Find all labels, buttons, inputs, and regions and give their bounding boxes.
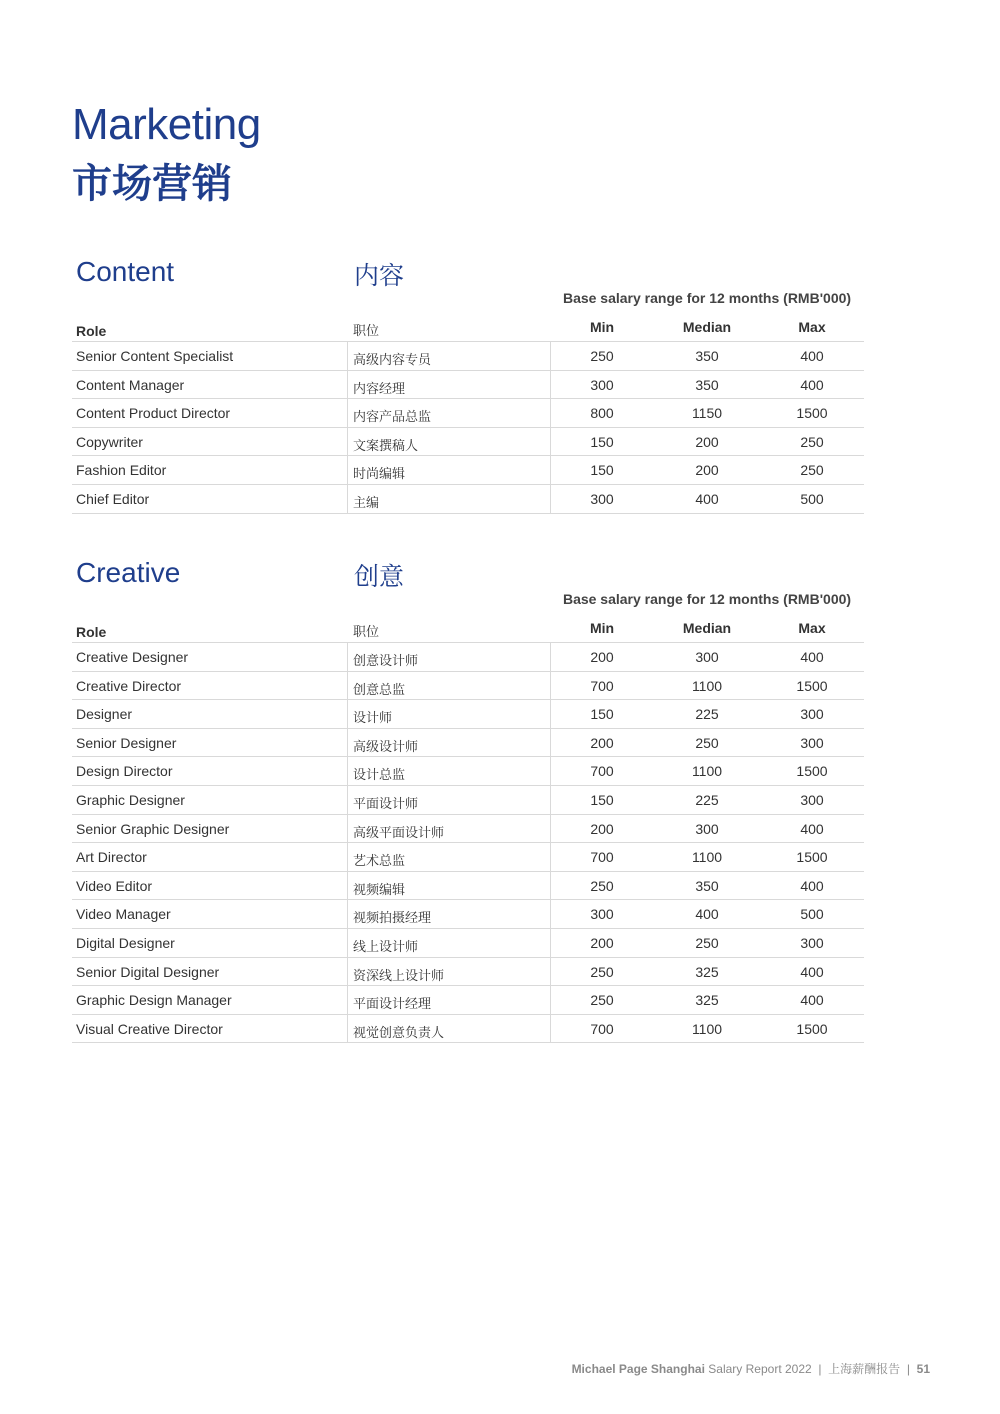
- salary-max: 400: [800, 376, 824, 393]
- salary-max: 400: [800, 649, 824, 665]
- salary-median: 225: [695, 791, 719, 808]
- salary-min: 250: [590, 992, 614, 1009]
- salary-min: 150: [590, 791, 614, 808]
- role-name: Senior Digital Designer: [76, 963, 220, 980]
- salary-min: 300: [590, 490, 614, 507]
- salary-max: 400: [800, 877, 824, 894]
- salary-min: 700: [590, 849, 614, 866]
- salary-median: 1100: [691, 849, 723, 866]
- table-row: [72, 986, 864, 1015]
- table-row: [72, 900, 864, 929]
- table-row: [72, 485, 864, 514]
- salary-min: 700: [590, 1020, 614, 1037]
- role-name-zh: 高级内容专员: [353, 353, 432, 368]
- salary-max: 300: [800, 734, 824, 751]
- salary-min: 150: [590, 462, 614, 479]
- table-row: [72, 1015, 864, 1044]
- header-min: Min: [589, 620, 615, 636]
- role-name-zh: 创意设计师: [353, 654, 419, 669]
- table-row: [72, 729, 864, 758]
- role-name: Video Editor: [76, 877, 153, 894]
- salary-range-label: Base salary range for 12 months (RMB'000): [562, 290, 852, 306]
- role-name-zh: 内容产品总监: [353, 410, 432, 426]
- role-name: Senior Designer: [76, 734, 177, 751]
- salary-max: 400: [800, 348, 824, 364]
- role-name-zh: 内容经理: [353, 381, 406, 397]
- role-name-zh: 设计总监: [353, 768, 406, 784]
- table-row: [72, 700, 864, 729]
- header-role: Role: [76, 323, 107, 339]
- role-name: Content Product Director: [76, 405, 231, 422]
- footer-separator: |: [906, 1362, 910, 1376]
- role-name-zh: 主编: [353, 495, 380, 511]
- header-role: Role: [76, 624, 107, 640]
- page-footer: [572, 1360, 930, 1377]
- role-name: Senior Content Specialist: [76, 348, 234, 364]
- section-heading: Creative: [76, 557, 181, 588]
- header-median: Median: [682, 319, 732, 335]
- role-name: Content Manager: [76, 376, 185, 393]
- role-name: Graphic Design Manager: [76, 992, 232, 1009]
- table-row: [72, 815, 864, 844]
- salary-min: 250: [590, 348, 614, 364]
- salary-max: 300: [800, 934, 824, 951]
- salary-min: 200: [590, 734, 614, 751]
- salary-min: 300: [590, 376, 614, 393]
- role-name-zh: 平面设计师: [353, 796, 419, 812]
- salary-median: 350: [695, 877, 719, 894]
- table-row: [72, 428, 864, 457]
- section-heading: Content: [76, 256, 175, 287]
- salary-median: 350: [695, 348, 719, 364]
- salary-max: 500: [800, 906, 824, 923]
- salary-max: 300: [800, 706, 824, 723]
- footer-separator: |: [818, 1362, 822, 1376]
- role-name: Art Director: [76, 849, 147, 866]
- salary-median: 1100: [691, 1020, 723, 1037]
- footer-report-zh: 上海薪酬报告: [828, 1362, 901, 1376]
- header-role-zh: 职位: [353, 324, 380, 339]
- salary-table-body: [72, 342, 864, 514]
- salary-range-label: Base salary range for 12 months (RMB'000): [562, 591, 852, 607]
- header-min: Min: [589, 319, 615, 335]
- role-name: Graphic Designer: [76, 791, 185, 808]
- salary-median: 400: [695, 490, 719, 507]
- role-name-zh: 创意总监: [353, 682, 406, 698]
- salary-median: 1100: [691, 763, 723, 780]
- salary-min: 700: [590, 677, 614, 694]
- salary-max: 1500: [796, 763, 828, 780]
- role-name-zh: 视频拍摄经理: [353, 911, 432, 927]
- salary-median: 325: [695, 963, 719, 980]
- header-role-zh: 职位: [353, 625, 380, 640]
- salary-max: 250: [800, 462, 824, 479]
- salary-max: 250: [800, 433, 824, 450]
- salary-min: 150: [590, 433, 614, 450]
- role-name-zh: 设计师: [353, 711, 393, 727]
- salary-max: 1500: [796, 677, 828, 694]
- salary-median: 300: [695, 649, 719, 665]
- salary-max: 300: [800, 791, 824, 808]
- role-name: Copywriter: [76, 433, 143, 450]
- salary-min: 800: [590, 405, 614, 422]
- page-title-zh: 市场营销: [72, 161, 232, 207]
- table-row: [72, 757, 864, 786]
- salary-max: 1500: [796, 849, 828, 866]
- header-median: Median: [682, 620, 732, 636]
- salary-median: 200: [695, 433, 719, 450]
- salary-min: 300: [590, 906, 614, 923]
- salary-max: 400: [800, 820, 824, 837]
- salary-table-body: [72, 643, 864, 1043]
- section-heading-zh: 创意: [354, 562, 405, 591]
- salary-min: 250: [590, 877, 614, 894]
- role-name-zh: 文案撰稿人: [353, 438, 419, 454]
- role-name-zh: 高级设计师: [353, 739, 419, 755]
- table-row: [72, 929, 864, 958]
- table-row: [72, 672, 864, 701]
- salary-min: 250: [590, 963, 614, 980]
- salary-median: 200: [695, 462, 719, 479]
- salary-min: 700: [590, 763, 614, 780]
- page-number: 51: [916, 1362, 930, 1376]
- table-row: [72, 872, 864, 901]
- salary-median: 325: [695, 992, 719, 1009]
- salary-max: 400: [800, 992, 824, 1009]
- table-row: [72, 786, 864, 815]
- role-name: Fashion Editor: [76, 462, 167, 479]
- role-name-zh: 视频编辑: [353, 882, 406, 898]
- table-row: [72, 456, 864, 485]
- role-name: Creative Director: [76, 677, 182, 694]
- section-heading-zh: 内容: [354, 261, 405, 290]
- salary-median: 350: [695, 376, 719, 393]
- salary-max: 1500: [796, 405, 828, 422]
- salary-median: 1150: [691, 405, 723, 422]
- table-row: [72, 958, 864, 987]
- role-name: Creative Designer: [76, 649, 189, 665]
- table-row: [72, 371, 864, 400]
- role-name-zh: 线上设计师: [353, 939, 419, 955]
- role-name: Video Manager: [76, 906, 171, 923]
- table-header: [72, 312, 864, 342]
- role-name-zh: 资深线上设计师: [353, 968, 445, 984]
- role-name: Designer: [76, 706, 133, 723]
- salary-max: 1500: [796, 1020, 828, 1037]
- role-name-zh: 高级平面设计师: [353, 825, 445, 841]
- role-name: Visual Creative Director: [76, 1020, 223, 1037]
- salary-median: 400: [695, 906, 719, 923]
- role-name-zh: 平面设计经理: [353, 997, 432, 1013]
- role-name: Senior Graphic Designer: [76, 820, 230, 837]
- table-row: [72, 643, 864, 672]
- table-row: [72, 399, 864, 428]
- salary-min: 200: [590, 649, 614, 665]
- salary-min: 150: [590, 706, 614, 723]
- header-max: Max: [798, 319, 826, 335]
- footer-brand: Michael Page Shanghai: [571, 1362, 705, 1376]
- role-name: Chief Editor: [76, 490, 150, 507]
- header-max: Max: [798, 620, 826, 636]
- role-name: Design Director: [76, 763, 173, 780]
- role-name: Digital Designer: [76, 934, 175, 951]
- role-name-zh: 时尚编辑: [353, 467, 406, 483]
- table-row: [72, 843, 864, 872]
- salary-median: 250: [695, 734, 719, 751]
- footer-report: Salary Report 2022: [708, 1362, 812, 1376]
- salary-median: 250: [695, 934, 719, 951]
- salary-median: 1100: [691, 677, 723, 694]
- page-title: Marketing: [72, 100, 261, 149]
- role-name-zh: 视觉创意负责人: [353, 1025, 445, 1041]
- table-row: [72, 342, 864, 371]
- salary-max: 400: [800, 963, 824, 980]
- salary-median: 300: [695, 820, 719, 837]
- salary-min: 200: [590, 934, 614, 951]
- table-header: [72, 613, 864, 643]
- salary-max: 500: [800, 490, 824, 507]
- salary-median: 225: [695, 706, 719, 723]
- salary-min: 200: [590, 820, 614, 837]
- role-name-zh: 艺术总监: [353, 854, 406, 870]
